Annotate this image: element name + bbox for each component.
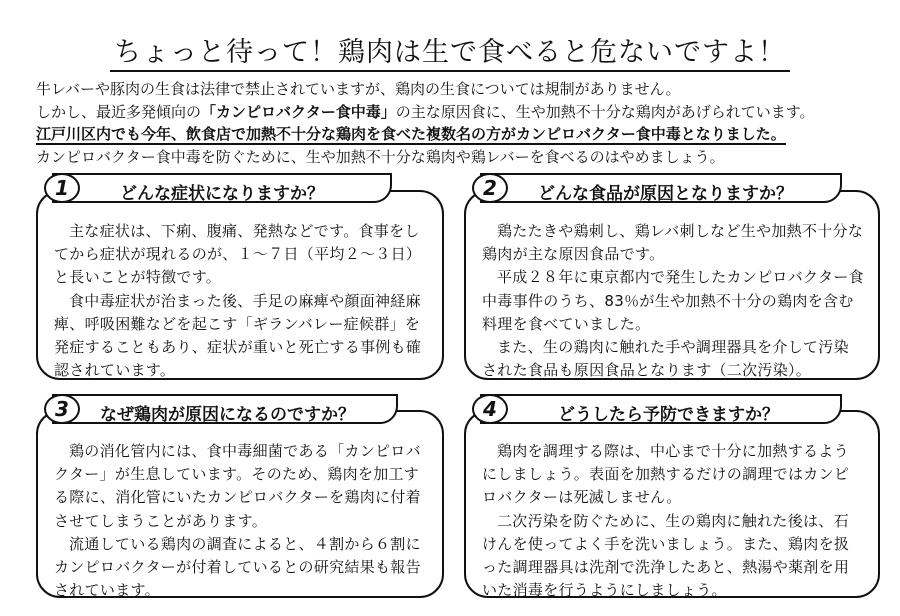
section-3-heading xyxy=(52,394,398,424)
section-3-heading-text: なぜ鶏肉が原因になるのですか？ xyxy=(100,405,355,425)
page-title xyxy=(0,30,900,69)
section-3-number: 3 xyxy=(44,394,80,424)
section-1-heading xyxy=(52,173,392,203)
section-4-paragraph: 二次汚染を防ぐために、生の鶏肉に触れた後は、石けんを使ってよく手を洗いましょう。また、鶏肉を扱った調理器具は洗剤で洗浄したあと、熱湯や薬剤を用いた消毒を行うようにしましょう。 xyxy=(482,511,850,600)
section-4-body xyxy=(482,440,864,602)
section-3-paragraph: 流通している鶏肉の調査によると、４割から６割にカンピロバクターが付着しているとの研究結果も報告されています。 xyxy=(54,534,421,600)
section-3-body xyxy=(54,440,428,602)
section-3-box xyxy=(36,410,444,598)
intro-text xyxy=(36,78,886,168)
section-2-paragraph: 鶏たたきや鶏刺し、鶏レバ刺しなど生や加熱不十分な鶏肉が主な原因食品です。 xyxy=(482,222,864,264)
intro-line-1: 牛レバーや豚肉の生食は法律で禁止されていますが、鶏肉の生食については規制がありません。 xyxy=(36,80,681,98)
intro-line-3-underlined: 江戸川区内でも今年、飲食店で加熱不十分な鶏肉を食べた複数名の方がカンピロバクター食中毒となりました。 xyxy=(36,125,786,143)
section-2-number: 2 xyxy=(472,173,508,203)
section-4-box xyxy=(464,410,880,598)
section-2-heading-text: どんな食品が原因となりますか？ xyxy=(538,184,793,204)
section-4-paragraph: 鶏肉を調理する際は、中心まで十分に加熱するようにしましょう。表面を加熱するだけの調理ではカンピロバクターは死滅しません。 xyxy=(482,442,850,507)
section-2-heading xyxy=(480,173,842,203)
intro-line-2 xyxy=(36,101,886,124)
intro-line-2-post: の主な原因食に、生や加熱不十分な鶏肉があげられています。 xyxy=(395,102,815,121)
section-1-body xyxy=(54,220,428,382)
section-1-paragraph: 主な症状は、下痢、腹痛、発熱などです。食事をしてから症状が現れるのが、１～７日（平均２～３日）と長いことが特徴です。 xyxy=(54,222,422,287)
intro-line-2-pre: しかし、最近多発傾向の xyxy=(36,102,202,121)
section-2-paragraph: また、生の鶏肉に触れた手や調理器具を介して汚染された食品も原因食品となります（二次汚染）。 xyxy=(482,338,849,380)
intro-line-4: カンピロバクター食中毒を防ぐために、生や加熱不十分な鶏肉や鶏レバーを食べるのはやめましょう。 xyxy=(36,147,725,166)
section-2-paragraph: 平成２８年に東京都内で発生したカンピロバクター食中毒事件のうち、83％が生や加熱不十分の鶏肉を含む料理を食べていました。 xyxy=(482,268,864,333)
section-1-heading-text: どんな症状になりますか？ xyxy=(120,184,324,204)
section-4-heading xyxy=(480,394,842,424)
intro-line-2-bold: 「カンピロバクター食中毒」 xyxy=(201,102,396,121)
section-1-box xyxy=(36,190,444,380)
intro-line-3 xyxy=(36,123,886,146)
section-4-number: 4 xyxy=(472,394,508,424)
section-1-number: 1 xyxy=(44,173,80,203)
page-title-text: ちょっと待って！鶏肉は生で食べると危ないですよ！ xyxy=(110,37,790,72)
section-1-paragraph: 食中毒症状が治まった後、手足の麻痺や顔面神経麻痺、呼吸困難などを起こす「ギランバレー症候群」を発症することもあり、症状が重いと死亡する事例も確認されています。 xyxy=(54,291,422,380)
section-3-paragraph: 鶏の消化管内には、食中毒細菌である「カンピロバクター」が生息しています。そのため、鶏肉を加工する際に、消化管にいたカンピロバクターを鶏肉に付着させてしまうことがあります。 xyxy=(54,442,421,530)
section-2-box xyxy=(464,190,880,380)
section-2-body xyxy=(482,220,864,382)
section-4-heading-text: どうしたら予防できますか？ xyxy=(558,405,779,425)
